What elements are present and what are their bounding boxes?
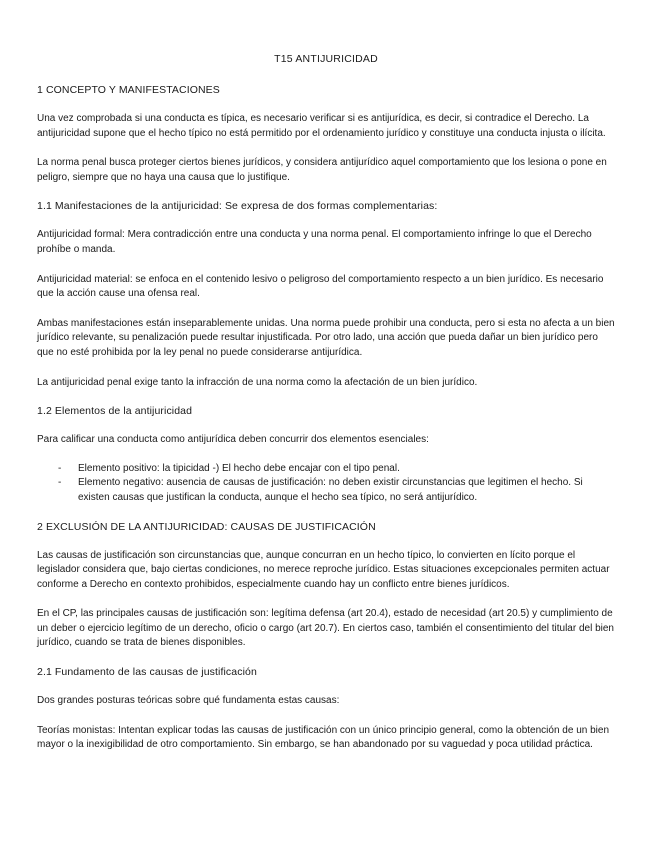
section-2-1-paragraph-2: Teorías monistas: Intentan explicar todas las causas de justificación con un único principio general, como la obtención de un bien mayor o la inexigibilidad de otro comportamiento. Sin embargo, se han abandonado por su vaguedad y poca utilidad práctica. bbox=[37, 724, 610, 751]
list-dash: - bbox=[58, 477, 62, 489]
section-2-paragraph-2: En el CP, las principales causas de justificación son: legítima defensa (art 20.4), estado de necesidad (art 20.5) y cumplimiento de un deber o ejercicio legítimo de un derecho, oficio o cargo (art 20.7). En ciertos caso, también el consentimiento del titular del bien jurídico, cuando se trata de bienes disponibles. bbox=[37, 608, 614, 649]
list-item-text: Elemento positivo: la tipicidad -) El hecho debe encajar con el tipo penal. bbox=[78, 462, 400, 474]
list-item-positive bbox=[58, 462, 615, 477]
section-1-1-paragraph-material: Antijuricidad material: se enfoca en el contenido lesivo o peligroso del comportamiento respecto a un bien jurídico. Es necesario que la acción cause una ofensa real. bbox=[37, 273, 604, 300]
section-1-1-paragraph-both: Ambas manifestaciones están inseparablemente unidas. Una norma puede prohibir una conducta, pero si esta no afecta a un bien jurídico relevante, su penalización puede resultar injustificada. Por otro lado, una acción que pueda dañar un bien jurídico pero que no esté prohibida por la ley penal no puede considerarse antijurídica. bbox=[37, 317, 615, 358]
section-1-1-paragraph-formal: Antijuricidad formal: Mera contradicción entre una conducta y una norma penal. El comportamiento infringe lo que el Derecho prohíbe o manda. bbox=[37, 229, 592, 255]
list-dash: - bbox=[58, 462, 62, 474]
section-1-2-heading: 1.2 Elementos de la antijuricidad bbox=[37, 405, 193, 418]
section-1-paragraph-1: Una vez comprobada si una conducta es típica, es necesario verificar si es antijurídica, es decir, si contradice el Derecho. La antijuricidad supone que el hecho típico no está permitido por el ordenamiento jurídico y constituye una conducta injusta o ilícita. bbox=[37, 113, 606, 139]
section-1-1-paragraph-conclusion: La antijuricidad penal exige tanto la infracción de una norma como la afectación de un bien jurídico. bbox=[37, 376, 478, 388]
section-1-1-heading: 1.1 Manifestaciones de la antijuricidad: Se expresa de dos formas complementarias: bbox=[37, 200, 438, 213]
document-title: T15 ANTIJURICIDAD bbox=[274, 53, 378, 65]
section-2-heading: 2 EXCLUSIÓN DE LA ANTIJURICIDAD: CAUSAS DE JUSTIFICACIÓN bbox=[37, 520, 376, 533]
section-2-1-paragraph-1: Dos grandes posturas teóricas sobre qué fundamenta estas causas: bbox=[37, 695, 340, 707]
list-item-negative bbox=[58, 476, 615, 505]
section-2-paragraph-1: Las causas de justificación son circunstancias que, aunque concurran en un hecho típico, lo convierten en lícito porque el legislador considera que, bajo ciertas condiciones, no merece reproche jurídico. Estas situaciones excepcionales permiten actuar conforme a Derecho en contexto prohibidos, especialmente cuando hay un conflicto entre bienes jurídicos. bbox=[37, 549, 610, 590]
list-item-text: Elemento negativo: ausencia de causas de justificación: no deben existir circunstancias que legitimen el hecho. Si existen causas que justifican la conducta, aunque el hecho sea típico, no será antijurídico. bbox=[78, 477, 583, 503]
elements-list bbox=[37, 462, 615, 506]
section-1-2-intro: Para calificar una conducta como antijurídica deben concurrir dos elementos esenciales: bbox=[37, 434, 429, 446]
section-2-1-heading: 2.1 Fundamento de las causas de justificación bbox=[37, 666, 257, 679]
section-1-paragraph-2: La norma penal busca proteger ciertos bienes jurídicos, y considera antijurídico aquel comportamiento que los lesiona o pone en peligro, siempre que no haya una causa que lo justifique. bbox=[37, 157, 607, 183]
section-1-heading: 1 CONCEPTO Y MANIFESTACIONES bbox=[37, 84, 220, 96]
